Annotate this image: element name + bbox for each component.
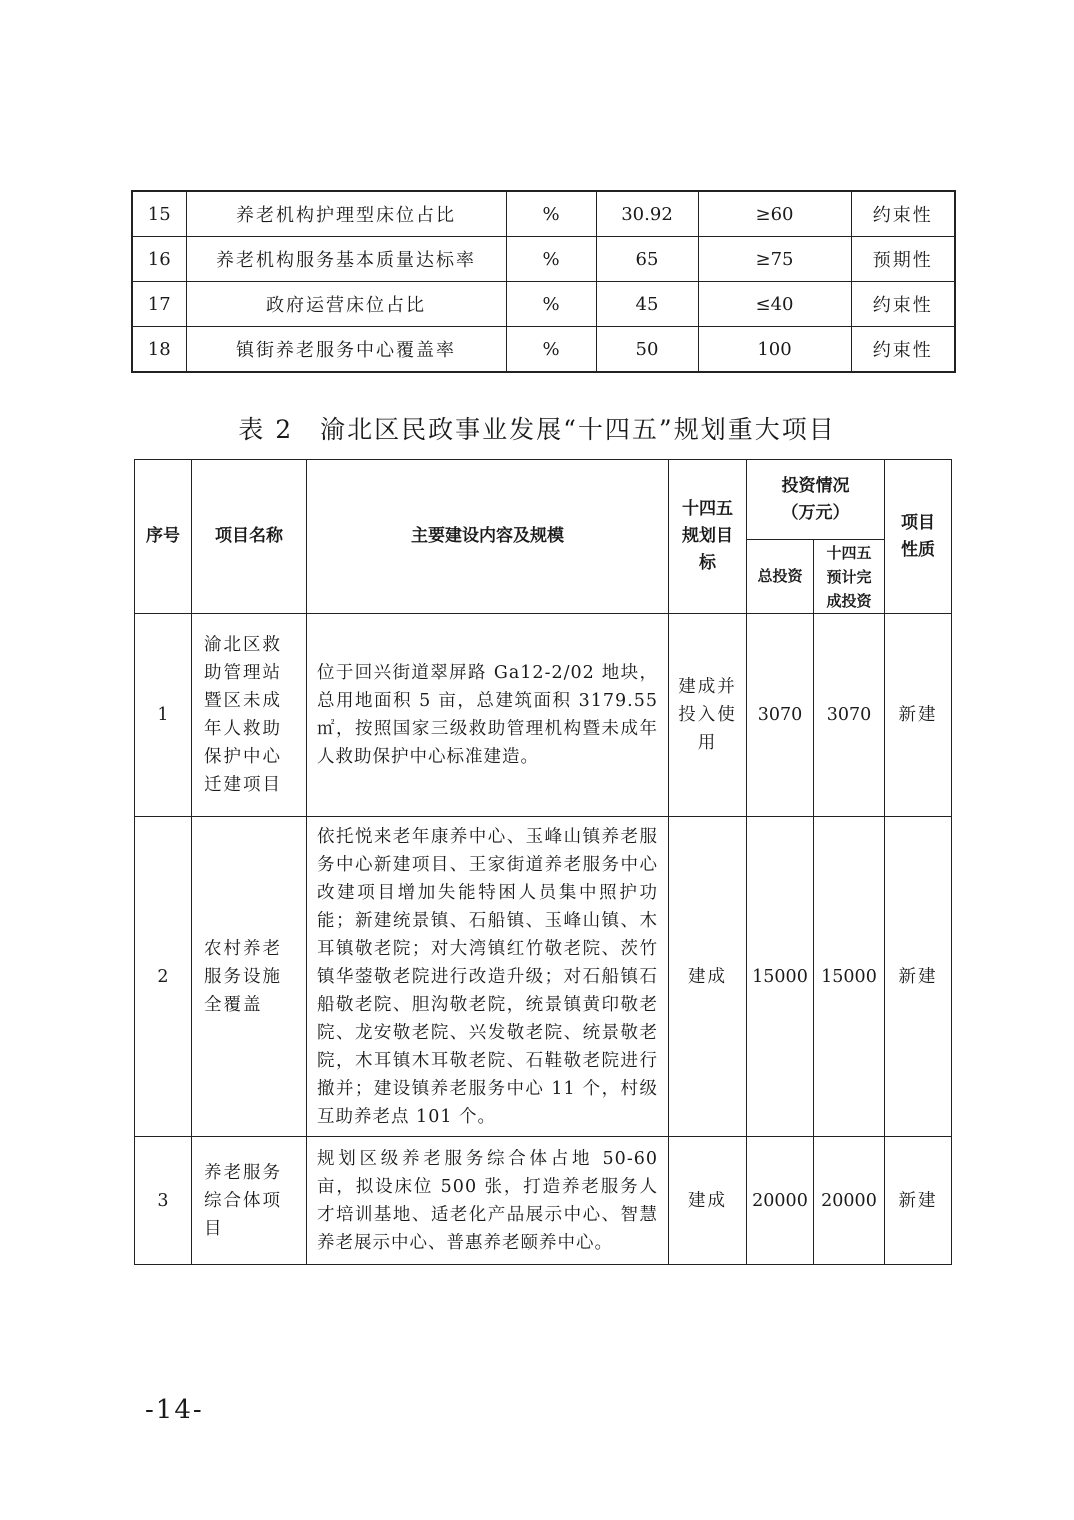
project-goal: 建成 xyxy=(669,817,747,1137)
project-row xyxy=(135,817,952,1137)
project-no: 2 xyxy=(135,817,192,1137)
indicator-table-continued xyxy=(131,190,956,373)
indicator-row xyxy=(132,327,955,373)
indicator-no: 16 xyxy=(132,237,186,282)
indicator-unit: % xyxy=(506,191,596,237)
indicator-base: 45 xyxy=(596,282,698,327)
indicator-attr: 约束性 xyxy=(851,282,955,327)
project-total: 20000 xyxy=(747,1137,814,1265)
header-no: 序号 xyxy=(135,460,192,614)
indicator-name: 镇街养老服务中心覆盖率 xyxy=(186,327,506,373)
indicator-attr: 预期性 xyxy=(851,237,955,282)
indicator-base: 30.92 xyxy=(596,191,698,237)
project-goal: 建成 xyxy=(669,1137,747,1265)
project-total: 3070 xyxy=(747,614,814,817)
header-content: 主要建设内容及规模 xyxy=(307,460,669,614)
project-nature: 新建 xyxy=(885,817,952,1137)
indicator-row xyxy=(132,282,955,327)
indicator-attr: 约束性 xyxy=(851,327,955,373)
table2-title: 表 2 渝北区民政事业发展“十四五”规划重大项目 xyxy=(238,415,836,444)
project-no: 1 xyxy=(135,614,192,817)
header-total: 总投资 xyxy=(747,540,814,614)
project-row xyxy=(135,614,952,817)
indicator-row xyxy=(132,191,955,237)
indicator-base: 65 xyxy=(596,237,698,282)
indicator-target: ≤40 xyxy=(698,282,851,327)
indicator-no: 15 xyxy=(132,191,186,237)
project-no: 3 xyxy=(135,1137,192,1265)
header-invest: 投资情况 （万元） xyxy=(747,460,885,540)
project-content: 依托悦来老年康养中心、玉峰山镇养老服务中心新建项目、王家街道养老服务中心改建项目增加失能特困人员集中照护功能；新建统景镇、石船镇、玉峰山镇、木耳镇敬老院；对大湾镇红竹敬老院、茨竹镇华蓥敬老院进行改造升级；对石船镇石船敬老院、胆沟敬老院，统景镇黄印敬老院、龙安敬老院、兴发敬老院、统景敬老院，木耳镇木耳敬老院、石鞋敬老院进行撤并；建设镇养老服务中心 11 个，村级互助养老点 101 个。 xyxy=(307,817,669,1137)
project-planned: 20000 xyxy=(814,1137,885,1265)
header-goal: 十四五 规划目 标 xyxy=(669,460,747,614)
project-content: 位于回兴街道翠屏路 Ga12-2/02 地块，总用地面积 5 亩，总建筑面积 3179.55 ㎡，按照国家三级救助管理机构暨未成年人救助保护中心标准建造。 xyxy=(307,614,669,817)
indicator-target: 100 xyxy=(698,327,851,373)
indicator-target: ≥60 xyxy=(698,191,851,237)
indicator-name: 政府运营床位占比 xyxy=(186,282,506,327)
indicator-unit: % xyxy=(506,327,596,373)
indicator-base: 50 xyxy=(596,327,698,373)
indicator-no: 18 xyxy=(132,327,186,373)
indicator-unit: % xyxy=(506,237,596,282)
major-projects-table xyxy=(134,459,952,1265)
project-planned: 3070 xyxy=(814,614,885,817)
project-total: 15000 xyxy=(747,817,814,1137)
project-nature: 新建 xyxy=(885,1137,952,1265)
indicator-target: ≥75 xyxy=(698,237,851,282)
indicator-no: 17 xyxy=(132,282,186,327)
header-nature: 项目 性质 xyxy=(885,460,952,614)
project-row xyxy=(135,1137,952,1265)
project-planned: 15000 xyxy=(814,817,885,1137)
page-number: -14- xyxy=(145,1395,204,1425)
project-name: 养老服务 综合体项 目 xyxy=(192,1137,307,1265)
header-name: 项目名称 xyxy=(192,460,307,614)
header-planned: 十四五 预计完 成投资 xyxy=(814,540,885,614)
indicator-name: 养老机构服务基本质量达标率 xyxy=(186,237,506,282)
project-name: 农村养老 服务设施 全覆盖 xyxy=(192,817,307,1137)
project-nature: 新建 xyxy=(885,614,952,817)
indicator-unit: % xyxy=(506,282,596,327)
indicator-name: 养老机构护理型床位占比 xyxy=(186,191,506,237)
indicator-row xyxy=(132,237,955,282)
project-content: 规划区级养老服务综合体占地 50-60 亩，拟设床位 500 张，打造养老服务人才培训基地、适老化产品展示中心、智慧养老展示中心、普惠养老颐养中心。 xyxy=(307,1137,669,1265)
project-name: 渝北区救 助管理站 暨区未成 年人救助 保护中心 迁建项目 xyxy=(192,614,307,817)
indicator-attr: 约束性 xyxy=(851,191,955,237)
project-goal: 建成并 投入使 用 xyxy=(669,614,747,817)
